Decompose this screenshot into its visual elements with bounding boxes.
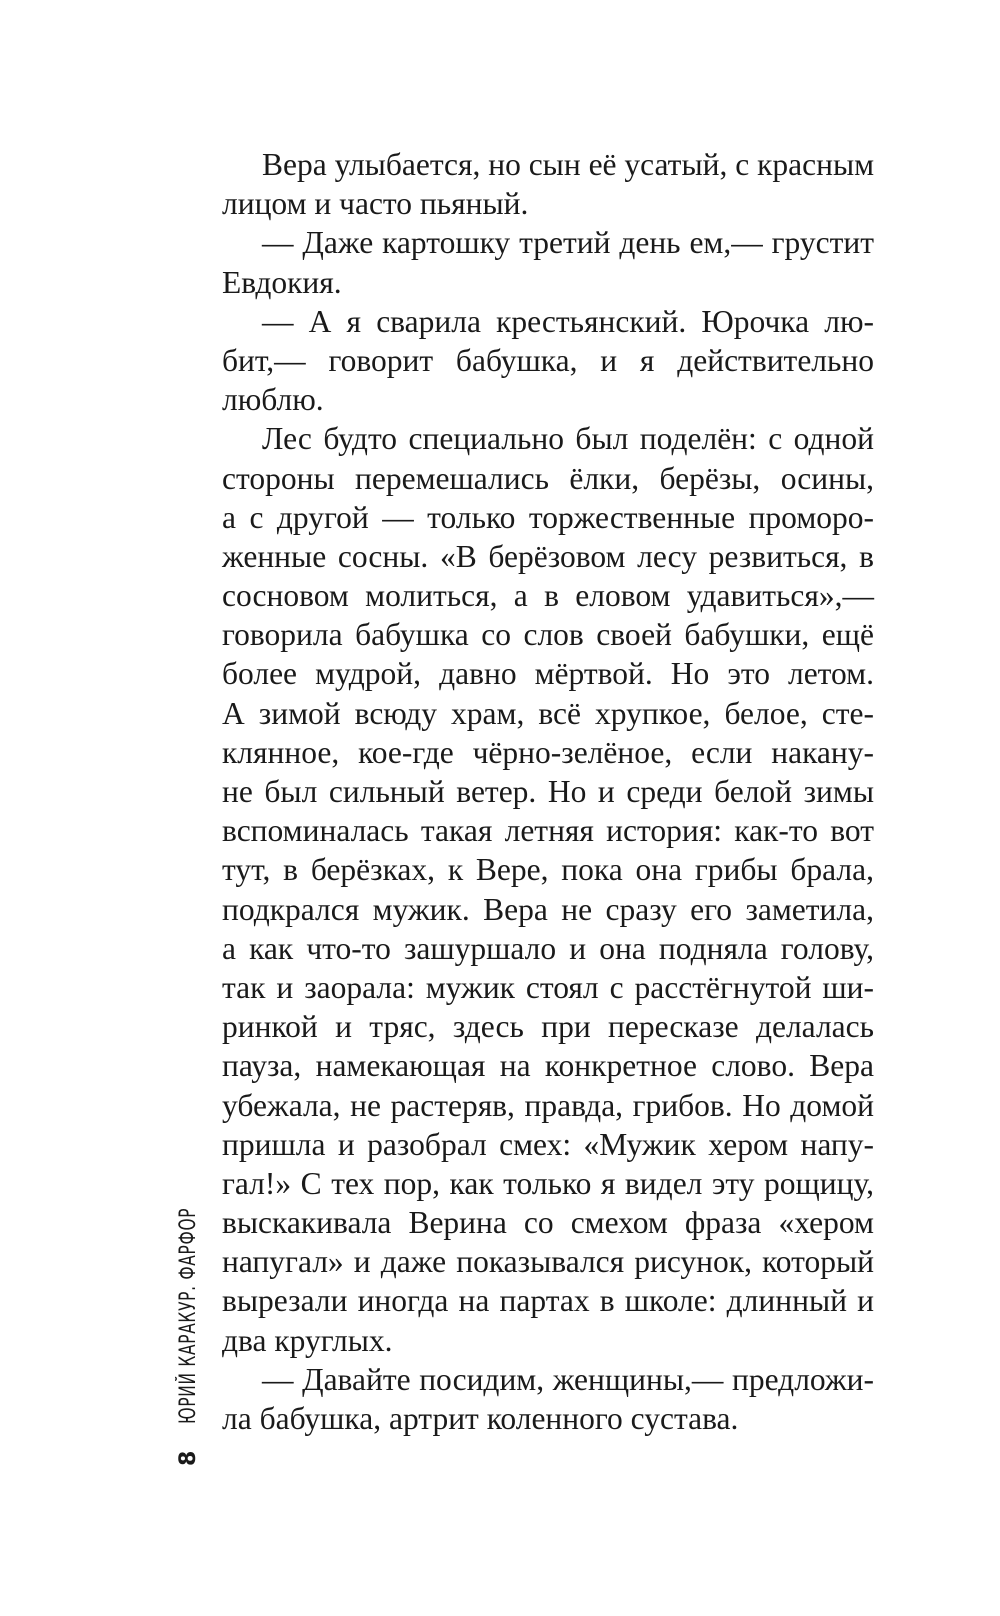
page-number: 8 bbox=[176, 1449, 201, 1466]
text-line: тут, в берёзках, к Вере, пока она грибы брала, bbox=[222, 852, 874, 888]
text-line: говорила бабушка со слов своей бабушки, ещё bbox=[222, 617, 874, 653]
text-line: убежала, не растеряв, правда, грибов. Но домой bbox=[222, 1087, 874, 1123]
text-line: — Давайте посидим, женщины,— предложи- bbox=[262, 1361, 874, 1397]
text-line: — Даже картошку третий день ем,— грустит bbox=[262, 225, 874, 261]
text-line: Лес будто специально был поделён: с одной bbox=[262, 421, 874, 457]
text-line: бит,— говорит бабушка, и я действительно bbox=[222, 342, 874, 378]
text-line: подкрался мужик. Вера не сразу его заметила, bbox=[222, 891, 874, 927]
text-line: а как что-то зашуршало и она подняла голову, bbox=[222, 930, 874, 966]
text-line: женные сосны. «В берёзовом лесу резвиться, в bbox=[222, 538, 874, 574]
text-line: так и заорала: мужик стоял с расстёгнутой ши- bbox=[222, 969, 874, 1005]
page-body bbox=[222, 145, 874, 1438]
text-line: ринкой и тряс, здесь при пересказе делалась bbox=[222, 1009, 874, 1045]
text-line: более мудрой, давно мёртвой. Но это летом. bbox=[222, 656, 874, 692]
text-line: напугал» и даже показывался рисунок, который bbox=[222, 1244, 874, 1280]
text-line: не был сильный ветер. Но и среди белой зимы bbox=[222, 774, 874, 809]
text-line: вспоминалась такая летняя история: как-то вот bbox=[222, 813, 874, 849]
text-line: клянное, кое-где чёрно-зелёное, если накану- bbox=[222, 734, 874, 770]
author-and-title: ЮРИЙ КАРАКУР. ФАРФОР bbox=[176, 1207, 201, 1424]
text-line: а с другой — только торжественные проморо- bbox=[222, 499, 874, 535]
text-line: вырезали иногда на партах в школе: длинный и bbox=[222, 1283, 874, 1319]
text-line: выскакивала Верина со смехом фраза «хером bbox=[222, 1205, 874, 1241]
text-line: — А я сварила крестьянский. Юрочка лю- bbox=[262, 303, 874, 339]
text-line: пауза, намекающая на конкретное слово. Вера bbox=[222, 1048, 874, 1084]
text-line: Евдокия. bbox=[222, 264, 342, 300]
text-line: ла бабушка, артрит коленного сустава. bbox=[222, 1401, 739, 1436]
text-line: сосновом молиться, а в еловом удавиться»,— bbox=[222, 578, 874, 614]
text-line: стороны перемешались ёлки, берёзы, осины, bbox=[222, 460, 874, 496]
text-line: лицом и часто пьяный. bbox=[222, 186, 529, 222]
text-line: пришла и разобрал смех: «Мужик хером напу- bbox=[222, 1126, 874, 1162]
running-header bbox=[176, 1115, 201, 1466]
text-line: два круглых. bbox=[222, 1322, 393, 1358]
text-line: гал!» С тех пор, как только я видел эту рощицу, bbox=[222, 1165, 874, 1201]
text-line: люблю. bbox=[222, 382, 324, 418]
text-line: А зимой всюду храм, всё хрупкое, белое, сте- bbox=[222, 695, 874, 731]
text-line: Вера улыбается, но сын её усатый, с красным bbox=[262, 147, 875, 182]
